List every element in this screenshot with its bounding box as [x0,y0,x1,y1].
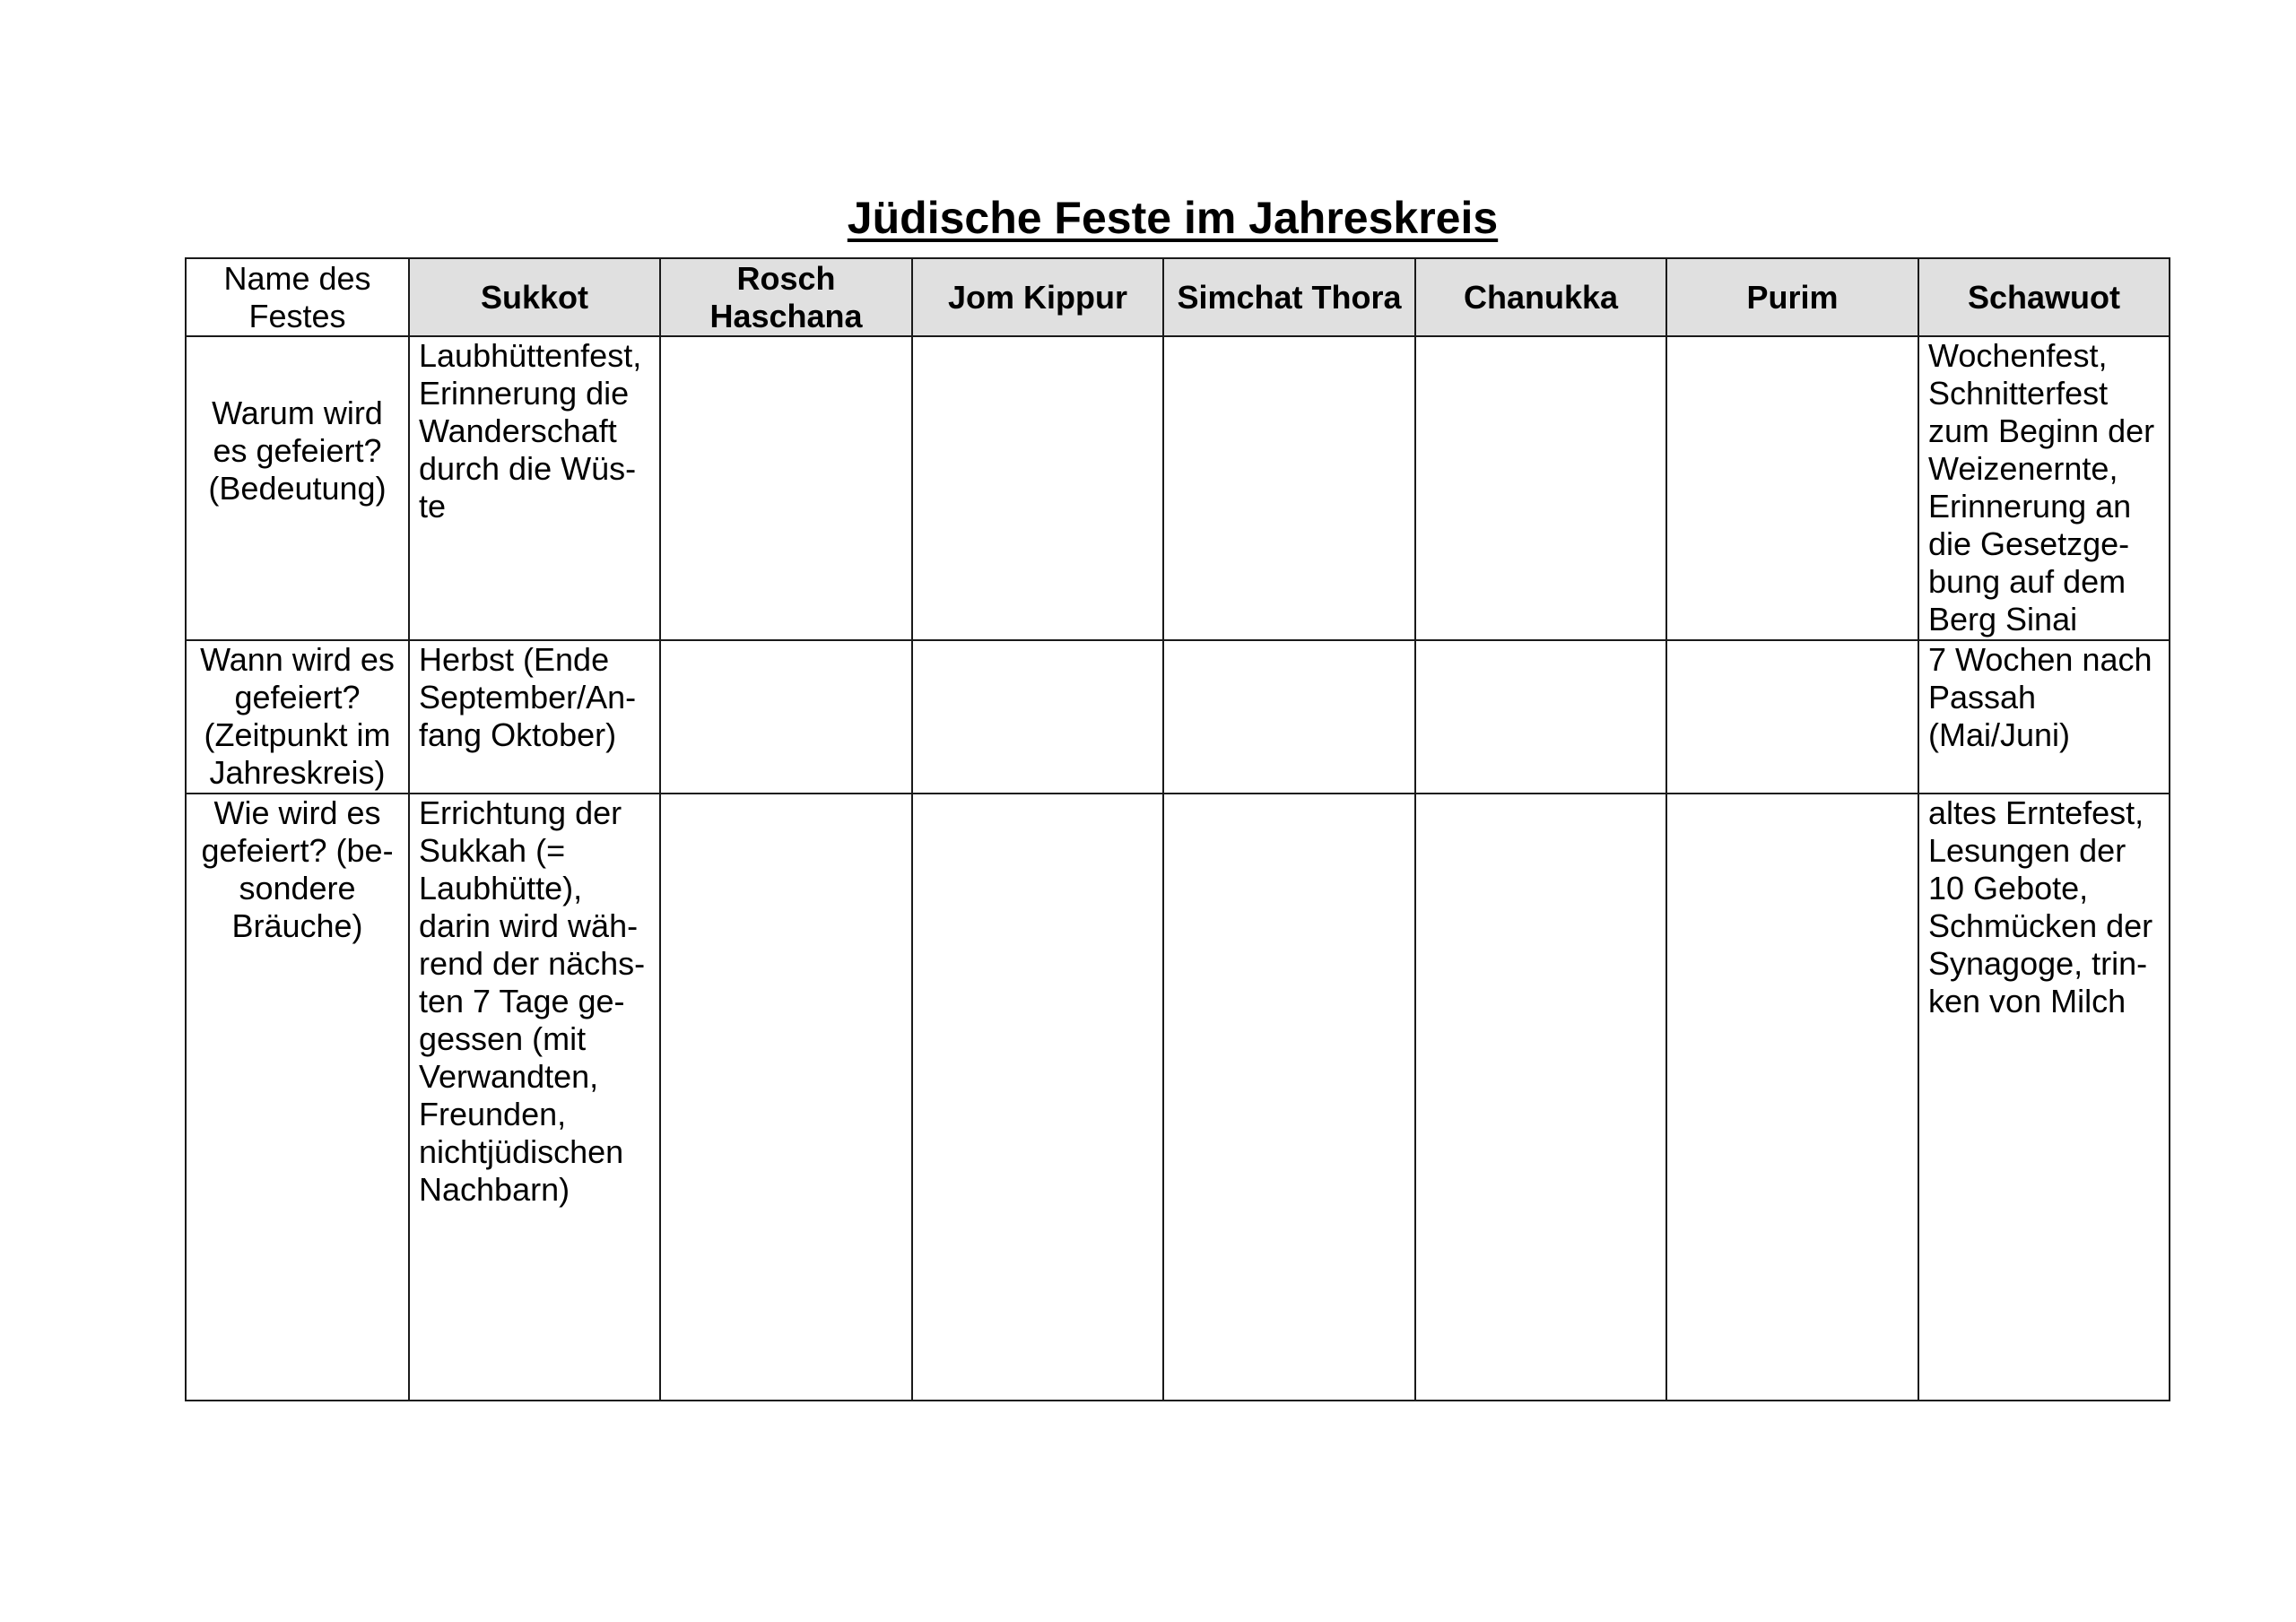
cell-schawuot-zeitpunkt: 7 Wochen nach Passah (Mai/Juni) [1918,640,2170,794]
festival-header-purim: Purim [1666,258,1918,336]
row-label-bedeutung: Warum wird es gefeiert? (Bedeutung) [186,336,409,640]
festival-header-rosch-haschana: Rosch Haschana [660,258,912,336]
cell-rosch-haschana-zeitpunkt [660,640,912,794]
cell-sukkot-braeuche: Errichtung der Sukkah (= Laubhütte), darin wird wäh- rend der nächs- ten 7 Tage ge- gessen (mit Verwandten, Freunden, nichtjüdischen Nachbarn) [409,794,660,1401]
cell-schawuot-bedeutung: Wochenfest, Schnitterfest zum Beginn der Weizenernte, Erinnerung an die Gesetzge- bung auf dem Berg Sinai [1918,336,2170,640]
cell-rosch-haschana-bedeutung [660,336,912,640]
festival-header-simchat-thora: Simchat Thora [1163,258,1415,336]
festival-header-sukkot: Sukkot [409,258,660,336]
cell-jom-kippur-zeitpunkt [912,640,1163,794]
festival-header-chanukka: Chanukka [1415,258,1666,336]
cell-purim-braeuche [1666,794,1918,1401]
cell-rosch-haschana-braeuche [660,794,912,1401]
corner-label: Name des Festes [186,258,409,336]
table-row-braeuche [186,794,2170,1401]
table-row-zeitpunkt [186,640,2170,794]
festivals-table [185,257,2170,1401]
cell-simchat-thora-braeuche [1163,794,1415,1401]
header-row [186,258,2170,336]
cell-schawuot-braeuche: altes Erntefest, Lesungen der 10 Gebote, Schmücken der Synagoge, trin- ken von Milch [1918,794,2170,1401]
cell-jom-kippur-braeuche [912,794,1163,1401]
cell-simchat-thora-bedeutung [1163,336,1415,640]
cell-chanukka-bedeutung [1415,336,1666,640]
row-label-braeuche: Wie wird es gefeiert? (be- sondere Bräuche) [186,794,409,1401]
cell-jom-kippur-bedeutung [912,336,1163,640]
cell-sukkot-zeitpunkt: Herbst (Ende September/An- fang Oktober) [409,640,660,794]
cell-chanukka-zeitpunkt [1415,640,1666,794]
table-row-bedeutung [186,336,2170,640]
festival-header-jom-kippur: Jom Kippur [912,258,1163,336]
cell-simchat-thora-zeitpunkt [1163,640,1415,794]
cell-sukkot-bedeutung: Laubhüttenfest, Erinnerung die Wanderschaft durch die Wüs- te [409,336,660,640]
festival-header-schawuot: Schawuot [1918,258,2170,336]
document-title: Jüdische Feste im Jahreskreis [847,193,1499,243]
cell-purim-bedeutung [1666,336,1918,640]
cell-purim-zeitpunkt [1666,640,1918,794]
cell-chanukka-braeuche [1415,794,1666,1401]
row-label-zeitpunkt: Wann wird es gefeiert? (Zeitpunkt im Jahreskreis) [186,640,409,794]
